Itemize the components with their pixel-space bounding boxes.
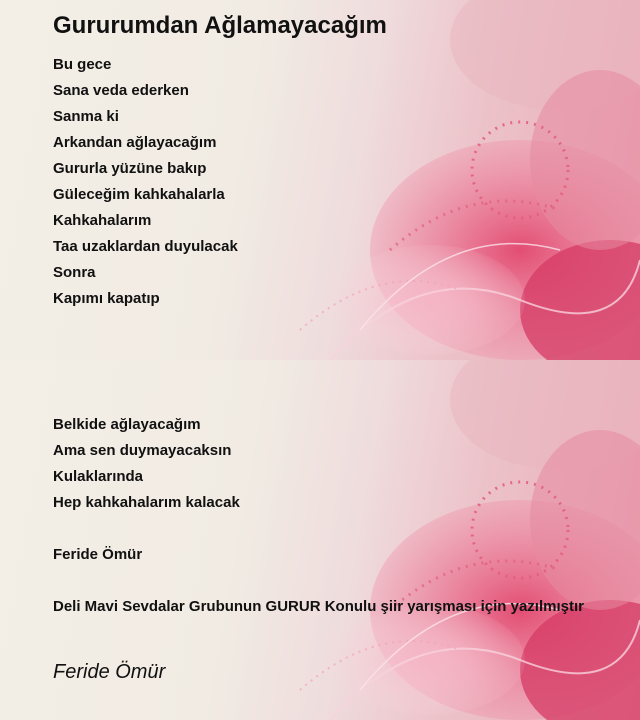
poem-line: Gururla yüzüne bakıp	[53, 160, 207, 177]
poem-line: Sana veda ederken	[53, 82, 189, 99]
author-line: Feride Ömür	[53, 546, 143, 563]
poem-line: Belkide ağlayacağım	[53, 416, 201, 433]
poem-line: Hep kahkahalarım kalacak	[53, 494, 240, 511]
poem-line: Kulaklarında	[53, 468, 144, 485]
poem-line: Güleceğim kahkahalarla	[53, 186, 225, 203]
poem-line: Ama sen duymayacaksın	[53, 442, 232, 459]
poem-line: Bu gece	[53, 56, 112, 73]
poem-line: Arkandan ağlayacağım	[53, 134, 217, 151]
author-signature: Feride Ömür	[53, 661, 166, 683]
poem-note: Deli Mavi Sevdalar Grubunun GURUR Konulu şiir yarışması için yazılmıştır	[53, 598, 584, 615]
poem-line: Sonra	[53, 264, 96, 281]
poem-line: Kahkahalarım	[53, 212, 152, 229]
poem-line: Taa uzaklardan duyulacak	[53, 238, 238, 255]
poem-title: Gururumdan Ağlamayacağım	[53, 12, 387, 39]
poem-line: Kapımı kapatıp	[53, 290, 160, 307]
poem-line: Sanma ki	[53, 108, 119, 125]
